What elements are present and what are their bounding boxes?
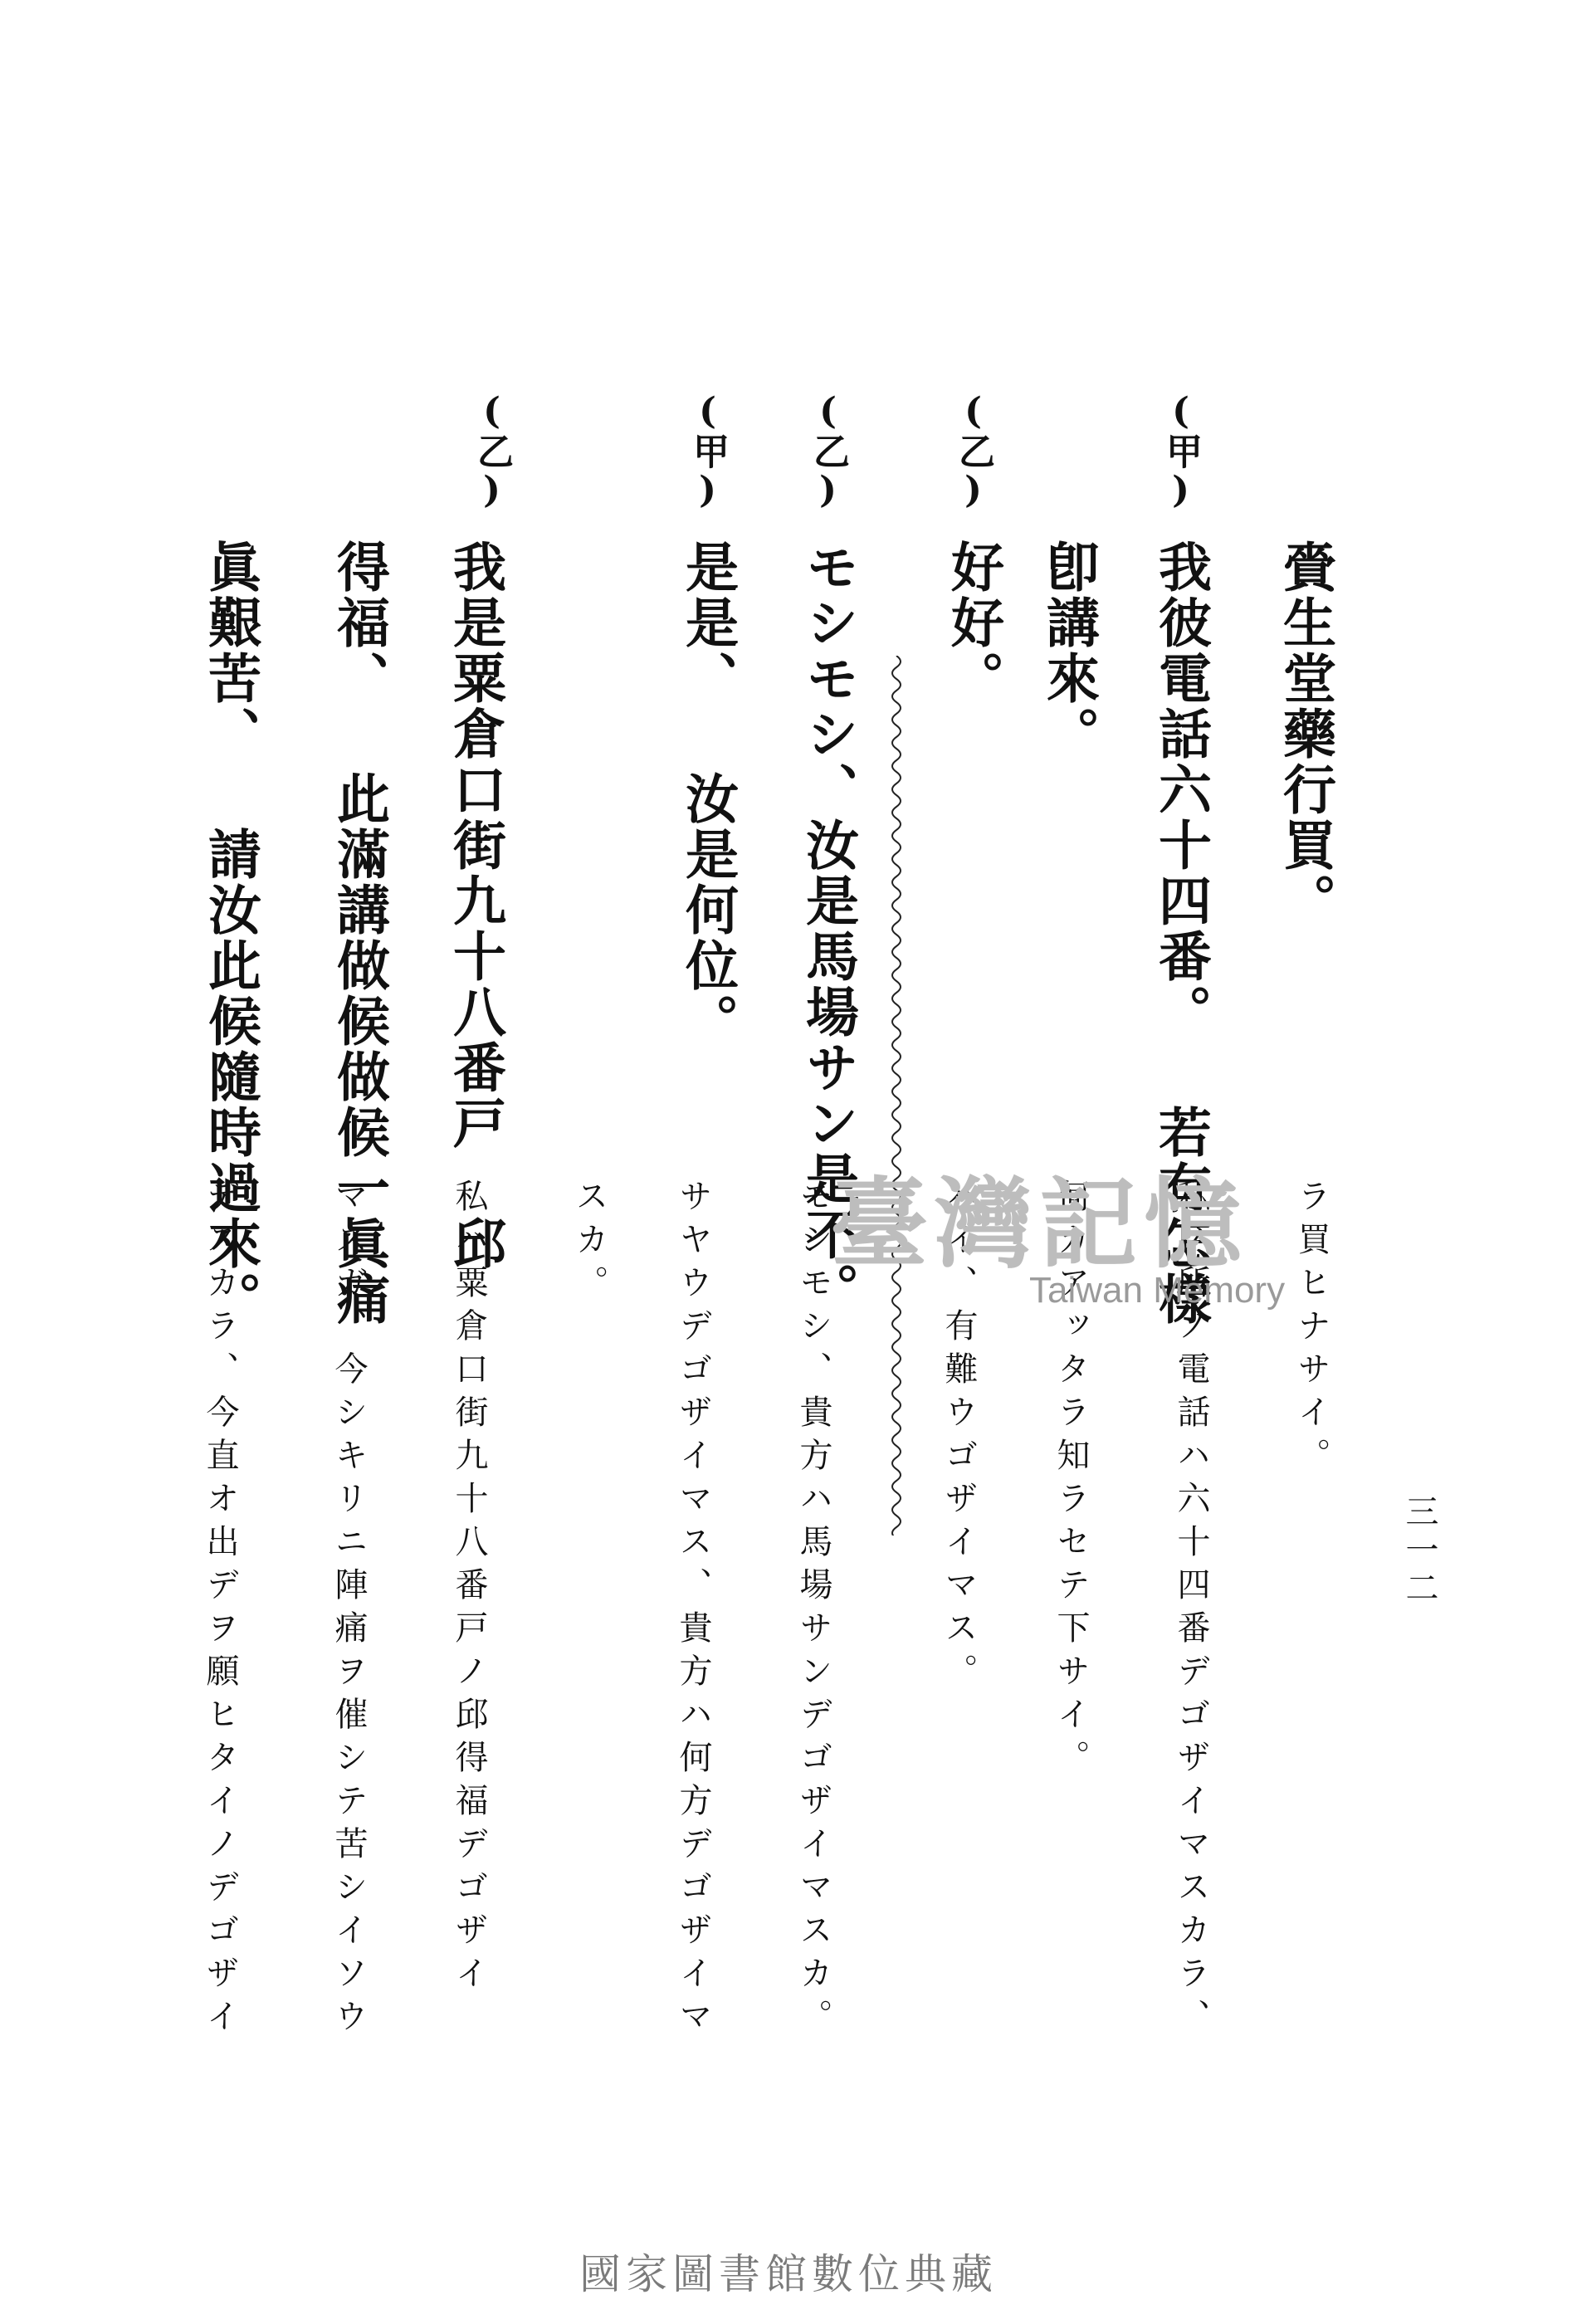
speaker-marker-4: (乙) bbox=[952, 390, 994, 511]
chinese-line-9: 眞艱苦、 請汝此候隨時過來。 bbox=[199, 540, 261, 1327]
japanese-line-7: スカ。 bbox=[570, 1179, 608, 1308]
japanese-line-9: マスガ、今シキリニ陣痛ヲ催シテ苦シイソウ bbox=[330, 1179, 368, 2042]
japanese-line-6: サヤウデゴザイマス、貴方ハ何方デゴザイマ bbox=[674, 1179, 712, 2042]
chinese-line-7: 我是粟倉口街九十八番戸 邱 bbox=[444, 540, 506, 1272]
page-number: 三一二 bbox=[1400, 1494, 1438, 1609]
speaker-marker-2: (甲) bbox=[1160, 390, 1202, 511]
chinese-line-6: 是是、 汝是何位。 bbox=[676, 540, 739, 1049]
wavy-divider bbox=[886, 656, 906, 1536]
japanese-line-10: デスカラ、今直オ出デヲ願ヒタイノデゴザイ bbox=[201, 1179, 239, 2042]
chinese-line-4: 好好。 bbox=[942, 540, 1004, 706]
japanese-line-1: ラ買ヒナサイ。 bbox=[1292, 1179, 1330, 1481]
watermark-cjk: 臺灣記憶 bbox=[830, 1166, 1249, 1282]
speaker-marker-5: (乙) bbox=[807, 390, 849, 511]
japanese-line-3: 何カアッタラ知ラセテ下サイ。 bbox=[1052, 1179, 1090, 1783]
japanese-line-8: 私ハ粟倉口街九十八番戸ノ邱得福デゴザイ bbox=[450, 1179, 488, 1999]
chinese-line-2: 我彼電話六十四番。 若有怎樣 bbox=[1150, 540, 1212, 1327]
japanese-line-2: 私ノ所ノ電話ハ六十四番デゴザイマスカラ、 bbox=[1172, 1179, 1210, 2042]
japanese-line-5: モシモシ、貴方ハ馬場サンデゴザイマスカ。 bbox=[794, 1179, 832, 2042]
chinese-line-8: 得福、 此滿講做候做候一眞痛 bbox=[328, 540, 390, 1327]
japanese-line-4: ハイ、有難ウゴザイマス。 bbox=[940, 1179, 978, 1697]
speaker-marker-7: (乙) bbox=[471, 390, 513, 511]
chinese-line-3: 卽講來。 bbox=[1038, 540, 1100, 762]
speaker-marker-6: (甲) bbox=[686, 390, 729, 511]
footer-caption: 國家圖書館數位典藏 bbox=[579, 2250, 998, 2298]
chinese-line-5: モシモシ、汝是馬場サン是不。 bbox=[797, 540, 859, 1318]
watermark bbox=[830, 1145, 1295, 1378]
chinese-line-1: 賫生堂藥行買。 bbox=[1274, 540, 1336, 929]
watermark-english: Taiwan Memory bbox=[1029, 1270, 1286, 1311]
